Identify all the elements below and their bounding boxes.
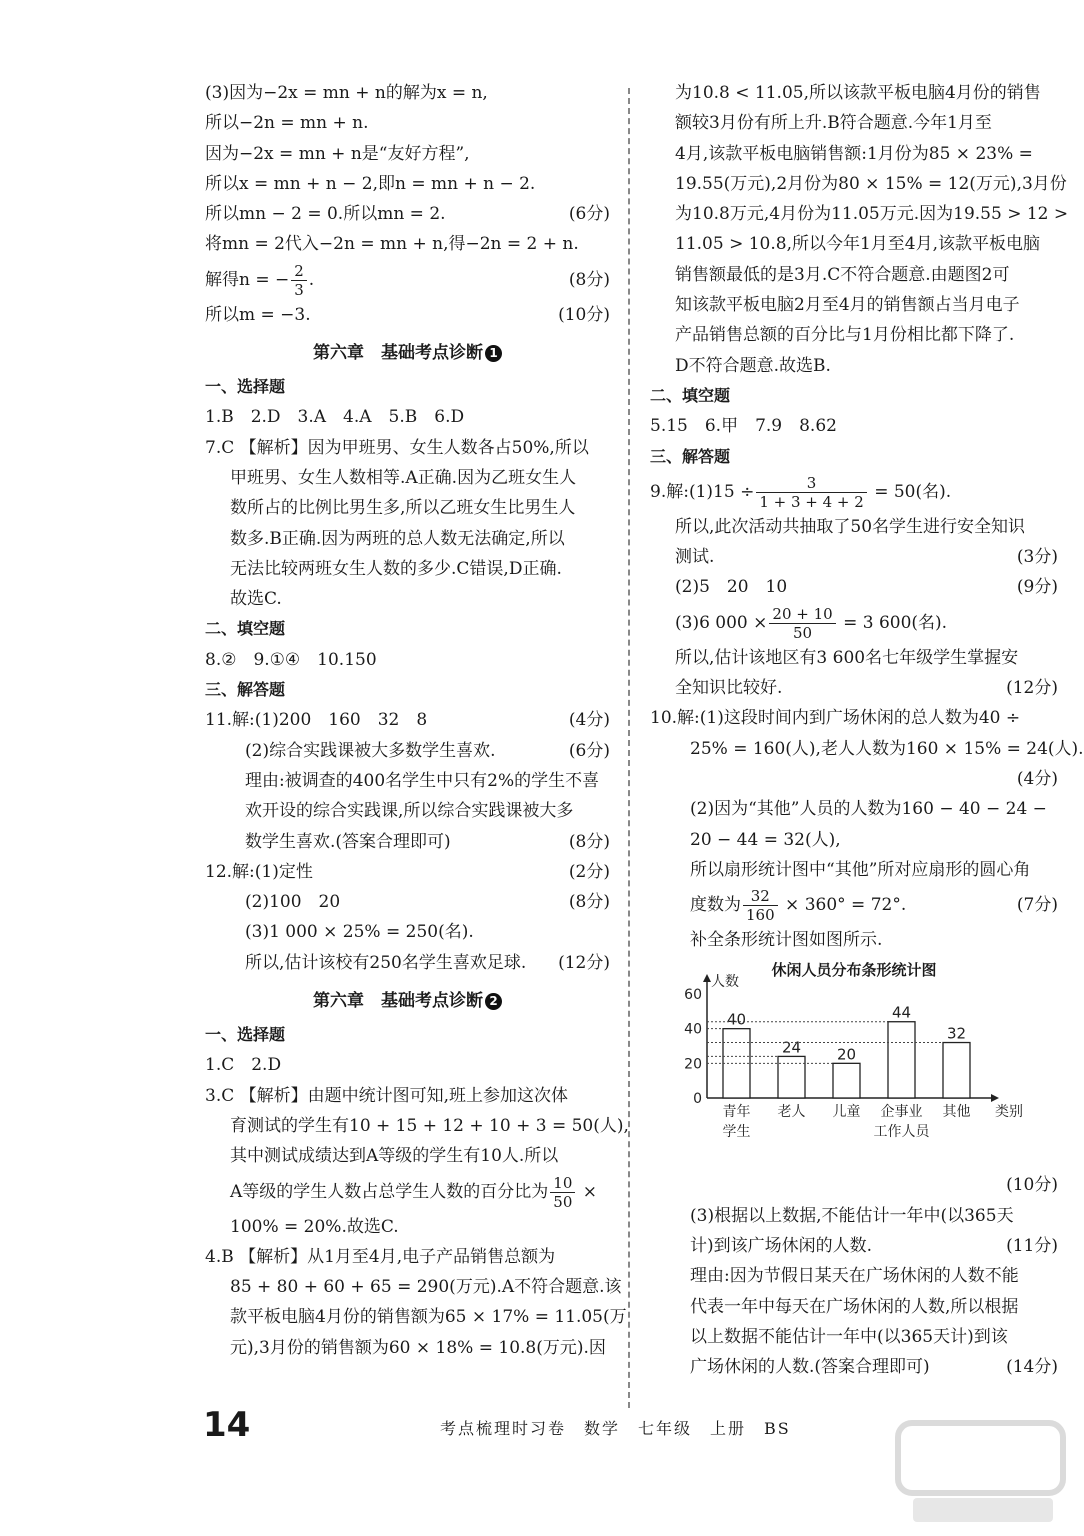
text-line: 100% = 20%.故选C. bbox=[230, 1216, 399, 1237]
bar bbox=[943, 1043, 970, 1098]
bar-chart bbox=[650, 974, 1058, 1200]
page-number: 14 bbox=[203, 1405, 251, 1445]
text-line: (3)1 000 × 25% = 250(名). bbox=[245, 922, 474, 943]
text-line: 将mn = 2代入−2n = mn + n,得−2n = 2 + n. bbox=[205, 234, 579, 255]
chapter-number-badge: 1 bbox=[485, 345, 502, 362]
section-heading: 三、解答题 bbox=[650, 446, 731, 466]
text-line: 数所占的比例比男生多,所以乙班女生比男生人 bbox=[230, 498, 576, 519]
score: (11分) bbox=[1006, 1236, 1058, 1257]
text-line bbox=[650, 1231, 1058, 1261]
text-span: A等级的学生人数占总学生人数的百分比为 bbox=[230, 1181, 549, 1202]
text-span: 解得n = − bbox=[205, 269, 290, 290]
score: (4分) bbox=[568, 710, 610, 731]
bar bbox=[833, 1064, 860, 1099]
text-line: 知该款平板电脑2月至4月的销售额占当月电子 bbox=[675, 295, 1020, 316]
left-column bbox=[205, 78, 629, 1363]
fraction bbox=[769, 605, 835, 642]
text-span: 测试. bbox=[675, 547, 715, 568]
text-line: 为10.8 < 11.05,所以该款平板电脑4月份的销售 bbox=[675, 83, 1041, 103]
score: (6分) bbox=[568, 204, 610, 225]
text-line: 85 + 80 + 60 + 65 = 290(万元).A不符合题意.该 bbox=[230, 1277, 622, 1298]
score: (9分) bbox=[1016, 577, 1058, 598]
y-axis-label: 人数 bbox=[711, 974, 739, 991]
text-line bbox=[205, 199, 610, 229]
text-line bbox=[650, 1170, 1058, 1200]
x-axis-label: 类别 bbox=[995, 1104, 1023, 1121]
text-span: (3)6 000 × bbox=[675, 612, 768, 633]
text-span: 所以,估计该校有250名学生喜欢足球. bbox=[245, 952, 527, 973]
section-heading: 三、解答题 bbox=[205, 680, 286, 700]
text-line: 所以x = mn + n − 2,即n = mn + n − 2. bbox=[205, 173, 536, 194]
y-tick-label: 60 bbox=[684, 987, 702, 1004]
y-tick-label: 40 bbox=[684, 1022, 702, 1039]
fraction bbox=[743, 887, 778, 924]
text-line: 所以−2n = mn + n. bbox=[205, 113, 369, 134]
text-line bbox=[205, 827, 610, 857]
text-span: (2)综合实践课被大多数学生喜欢. bbox=[245, 740, 496, 761]
fraction-line bbox=[205, 1172, 610, 1212]
text-line: (2)因为“其他”人员的人数为160 − 40 − 24 − bbox=[690, 799, 1047, 820]
score: (2分) bbox=[568, 861, 610, 882]
text-line bbox=[650, 764, 1058, 794]
text-span: 全知识比较好. bbox=[675, 678, 783, 699]
denominator: 1 + 3 + 4 + 2 bbox=[759, 492, 864, 511]
chart-title: 休闲人员分布条形统计图 bbox=[771, 961, 937, 980]
text-line: 3.C 【解析】由题中统计图可知,班上参加这次体 bbox=[205, 1085, 569, 1106]
section-heading: 二、填空题 bbox=[650, 385, 731, 405]
text-span: × bbox=[577, 1181, 598, 1202]
text-line: 19.55(万元),2月份为80 × 15% = 12(万元),3月份 bbox=[675, 173, 1067, 194]
score: (10分) bbox=[1006, 1175, 1058, 1196]
x-tick-label: 企事业 bbox=[880, 1104, 923, 1121]
text-line: 7.C 【解析】因为甲班男、女生人数各占50%,所以 bbox=[205, 437, 589, 458]
text-line: (3)因为−2x = mn + n的解为x = n, bbox=[205, 83, 488, 103]
text-line: 所以,此次活动共抽取了50名学生进行安全知识 bbox=[675, 516, 1026, 537]
text-span: 9.解:(1)15 ÷ bbox=[650, 481, 755, 502]
text-line: 欢开设的综合实践课,所以综合实践课被大多 bbox=[245, 801, 574, 822]
text-line bbox=[650, 673, 1058, 703]
numerator: 20 + 10 bbox=[769, 605, 835, 624]
text-line bbox=[205, 736, 610, 766]
text-line: 8.② 9.①④ 10.150 bbox=[205, 649, 377, 670]
text-line bbox=[205, 857, 610, 887]
x-tick-label: 老人 bbox=[777, 1104, 806, 1121]
x-tick-label: 儿童 bbox=[832, 1104, 861, 1121]
text-line: 10.解:(1)这段时间内到广场休闲的总人数为40 ÷ bbox=[650, 708, 1021, 729]
text-line: 理由:被调查的400名学生中只有2%的学生不喜 bbox=[245, 770, 600, 791]
bar-value-label: 24 bbox=[781, 1038, 802, 1057]
bar-chart-svg bbox=[650, 974, 1058, 1170]
text-line: 额较3月份有所上升.B符合题意.今年1月至 bbox=[675, 113, 992, 134]
fraction-line bbox=[205, 260, 610, 300]
chapter-heading bbox=[205, 330, 610, 372]
text-line: D不符合题意.故选B. bbox=[675, 355, 831, 376]
text-span: × 360° = 72°. bbox=[779, 895, 907, 916]
score: (4分) bbox=[1016, 768, 1058, 789]
text-line: 故选C. bbox=[230, 589, 282, 610]
fraction bbox=[291, 262, 307, 299]
score: (12分) bbox=[558, 952, 610, 973]
text-line bbox=[650, 572, 1058, 602]
x-tick-label: 其他 bbox=[942, 1104, 971, 1121]
chapter-number-badge: 2 bbox=[485, 993, 502, 1010]
section-heading: 二、填空题 bbox=[205, 619, 286, 639]
watermark-logo bbox=[893, 1418, 1068, 1528]
text-line: 无法比较两班女生人数的多少.C错误,D正确. bbox=[230, 558, 562, 579]
score: (10分) bbox=[558, 304, 610, 325]
column-divider bbox=[628, 88, 630, 1408]
text-span: 广场休闲的人数.(答案合理即可) bbox=[690, 1357, 930, 1378]
text-span: 度数为 bbox=[690, 895, 741, 916]
text-line: 20 − 44 = 32(人), bbox=[690, 829, 841, 850]
fraction-line bbox=[650, 885, 1058, 925]
numerator: 10 bbox=[550, 1174, 575, 1193]
score: (14分) bbox=[1006, 1357, 1058, 1378]
bar bbox=[778, 1057, 805, 1099]
text-span: (2)100 20 bbox=[245, 892, 341, 913]
right-column bbox=[650, 78, 1084, 1383]
text-span: = 50(名). bbox=[868, 481, 952, 502]
bar-value-label: 20 bbox=[836, 1045, 857, 1064]
text-line: 4月,该款平板电脑销售额:1月份为85 × 23% = bbox=[675, 143, 1033, 164]
text-span: 所以mn − 2 = 0.所以mn = 2. bbox=[205, 204, 446, 225]
text-line: 以上数据不能估计一年中(以365天计)到该 bbox=[690, 1326, 1008, 1347]
chapter-title: 第六章 基础考点诊断 bbox=[313, 343, 483, 364]
denominator: 3 bbox=[294, 280, 304, 299]
text-line bbox=[205, 887, 610, 917]
score: (3分) bbox=[1016, 547, 1058, 568]
y-tick-label: 0 bbox=[693, 1091, 702, 1108]
fraction bbox=[550, 1174, 575, 1211]
text-line: 销售额最低的是3月.C不符合题意.由题图2可 bbox=[675, 264, 1010, 285]
text-span: = 3 600(名). bbox=[837, 612, 948, 633]
text-span: (2)5 20 10 bbox=[675, 577, 788, 598]
denominator: 50 bbox=[553, 1192, 573, 1211]
text-line: 育测试的学生有10 + 15 + 12 + 10 + 3 = 50(人), bbox=[230, 1115, 629, 1136]
bar bbox=[888, 1022, 915, 1098]
chapter-title: 第六章 基础考点诊断 bbox=[313, 991, 483, 1012]
fraction bbox=[756, 474, 867, 511]
footer-text: 考点梳理时习卷 数学 七年级 上册 BS bbox=[440, 1419, 791, 1438]
text-line: 25% = 160(人),老人人数为160 × 15% = 24(人). bbox=[690, 738, 1084, 759]
chapter-heading bbox=[205, 978, 610, 1020]
section-heading: 一、选择题 bbox=[205, 377, 286, 397]
text-line: 11.05 > 10.8,所以今年1月至4月,该款平板电脑 bbox=[675, 234, 1041, 255]
text-line: 产品销售总额的百分比与1月份相比都下降了. bbox=[675, 325, 1015, 346]
text-line: 4.B 【解析】从1月至4月,电子产品销售总额为 bbox=[205, 1246, 556, 1267]
text-span: 数学生喜欢.(答案合理即可) bbox=[245, 831, 451, 852]
denominator: 50 bbox=[793, 623, 813, 642]
numerator: 3 bbox=[756, 474, 867, 493]
text-line: 1.C 2.D bbox=[205, 1055, 282, 1076]
text-line bbox=[650, 1352, 1058, 1382]
bar-value-label: 44 bbox=[891, 1004, 912, 1023]
text-line: 补全条形统计图如图所示. bbox=[690, 930, 883, 951]
text-line: 元),3月份的销售额为60 × 18% = 10.8(万元).因 bbox=[230, 1337, 606, 1358]
text-line bbox=[205, 948, 610, 978]
text-line: 代表一年中每天在广场休闲的人数,所以根据 bbox=[690, 1296, 1019, 1317]
text-line: 所以,估计该地区有3 600名七年级学生掌握安 bbox=[675, 647, 1019, 668]
score: (12分) bbox=[1006, 678, 1058, 699]
score: (6分) bbox=[568, 740, 610, 761]
text-line: 理由:因为节假日某天在广场休闲的人数不能 bbox=[690, 1266, 1019, 1287]
score: (8分) bbox=[568, 831, 610, 852]
bar-value-label: 40 bbox=[726, 1011, 747, 1030]
x-tick-label: 学生 bbox=[722, 1124, 751, 1141]
text-line: 因为−2x = mn + n是“友好方程”, bbox=[205, 143, 470, 164]
fraction-line bbox=[650, 472, 1058, 512]
text-line: 5.15 6.甲 7.9 8.62 bbox=[650, 416, 837, 437]
score: (8分) bbox=[568, 269, 610, 290]
text-span: 所以m = −3. bbox=[205, 304, 311, 325]
text-line: 其中测试成绩达到A等级的学生有10人.所以 bbox=[230, 1146, 559, 1167]
text-line bbox=[650, 542, 1058, 572]
denominator: 160 bbox=[746, 906, 775, 925]
text-span: 计)到该广场休闲的人数. bbox=[690, 1236, 873, 1257]
fraction-line bbox=[650, 603, 1058, 643]
bar-value-label: 32 bbox=[946, 1024, 967, 1043]
text-line: 1.B 2.D 3.A 4.A 5.B 6.D bbox=[205, 407, 465, 428]
numerator: 32 bbox=[743, 887, 778, 906]
text-line: (3)根据以上数据,不能估计一年中(以365天 bbox=[690, 1205, 1014, 1226]
text-span: . bbox=[308, 269, 315, 290]
numerator: 2 bbox=[291, 262, 307, 281]
score: (8分) bbox=[568, 892, 610, 913]
text-line: 所以扇形统计图中“其他”所对应扇形的圆心角 bbox=[690, 859, 1031, 880]
text-line: 数多.B正确.因为两班的总人数无法确定,所以 bbox=[230, 528, 565, 549]
text-line: 甲班男、女生人数相等.A正确.因为乙班女生人 bbox=[230, 467, 577, 488]
text-line bbox=[205, 300, 610, 330]
text-line: 为10.8万元,4月份为11.05万元.因为19.55 > 12 > bbox=[675, 204, 1069, 225]
text-span: 12.解:(1)定性 bbox=[205, 861, 313, 882]
y-tick-label: 20 bbox=[684, 1056, 702, 1073]
x-tick-label: 工作人员 bbox=[873, 1124, 930, 1141]
x-tick-label: 青年 bbox=[722, 1104, 751, 1121]
text-line bbox=[205, 705, 610, 735]
section-heading: 一、选择题 bbox=[205, 1025, 286, 1045]
text-line: 款平板电脑4月份的销售额为65 × 17% = 11.05(万 bbox=[230, 1307, 627, 1328]
x-axis-arrow bbox=[991, 1094, 999, 1102]
text-span: 11.解:(1)200 160 32 8 bbox=[205, 710, 428, 731]
score: (7分) bbox=[1016, 895, 1058, 916]
